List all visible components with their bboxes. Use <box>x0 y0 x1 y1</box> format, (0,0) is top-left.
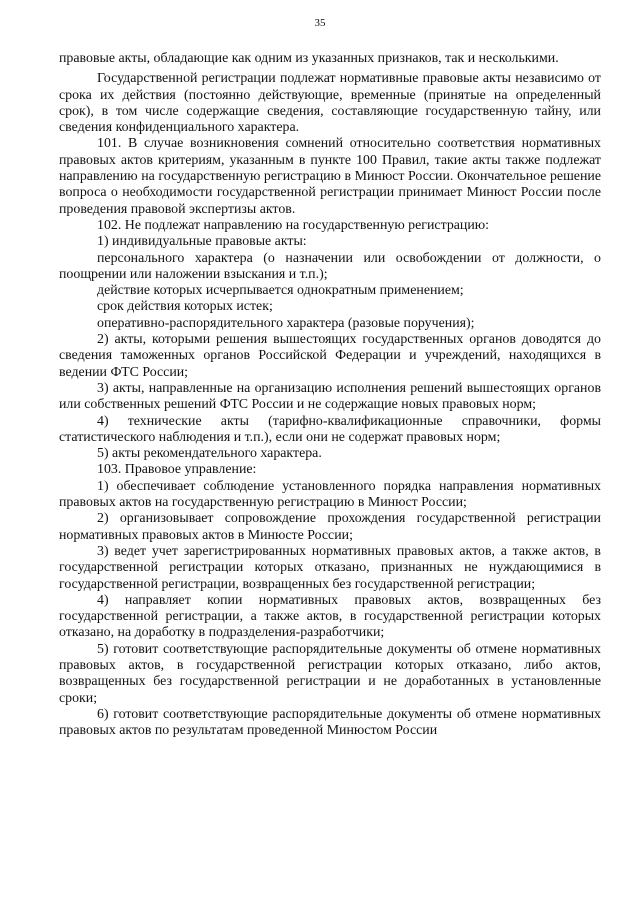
paragraph: 2) акты, которыми решения вышестоящих государственных органов доводятся до сведения таможенных органов Российской Федерации и учреждений, находящихся в ведении ФТС России; <box>59 332 601 380</box>
page-number: 35 <box>314 17 326 29</box>
paragraph: 5) акты рекомендательного характера. <box>97 446 322 462</box>
paragraph: 103. Правовое управление: <box>97 462 257 478</box>
paragraph: срок действия которых истек; <box>97 299 273 315</box>
paragraph: 5) готовит соответствующие распорядительные документы об отмене нормативных правовых актов, в государственной регистрации которых отказано, либо актов, возвращенных без государственной регистрации и не доработанных в установленные сроки; <box>59 641 601 706</box>
paragraph: 6) готовит соответствующие распорядительные документы об отмене нормативных правовых актов по результатам проведенной Минюстом России <box>59 706 601 739</box>
paragraph: 1) обеспечивает соблюдение установленного порядка направления нормативных правовых актов на государственную регистрацию в Минюст России; <box>59 478 601 511</box>
paragraph: 2) организовывает сопровождение прохождения государственной регистрации нормативных правовых актов в Минюсте России; <box>59 511 601 543</box>
paragraph: действие которых исчерпывается однократным применением; <box>97 283 464 299</box>
paragraph: правовые акты, обладающие как одним из указанных признаков, так и несколькими. <box>59 51 559 66</box>
paragraph: 3) ведет учет зарегистрированных нормативных правовых актов, а также актов, в государственной регистрации которых отказано, признанных не нуждающимися в государственной регистрации, возвращенных без государственной регистрации; <box>59 543 601 592</box>
paragraph: 4) технические акты (тарифно-квалификационные справочники, формы статистического наблюдения и т.п.), если они не содержат правовых норм; <box>59 413 601 445</box>
paragraph: Государственной регистрации подлежат нормативные правовые акты независимо от срока их действия (постоянно действующие, временные (принятые на определенный срок), в том числе содержащие сведения, составляющие государственную тайну, или сведения конфиденциального характера. <box>59 71 601 136</box>
document-body <box>59 51 601 739</box>
paragraph: 101. В случае возникновения сомнений относительно соответствия нормативных правовых актов критериям, указанным в пункте 100 Правил, такие акты также подлежат направлению на государственную регистрацию в Минюст России. Окончательное решение вопроса о необходимости государственной регистрации принимает Минюст России после проведения правовой экспертизы актов. <box>59 136 601 217</box>
paragraph: персонального характера (о назначении или освобождении от должности, о поощрении или наложении взыскания и т.п.); <box>59 250 601 282</box>
paragraph: 102. Не подлежат направлению на государственную регистрацию: <box>97 217 490 233</box>
paragraph: оперативно-распорядительного характера (разовые поручения); <box>97 315 475 331</box>
paragraph: 4) направляет копии нормативных правовых актов, возвращенных без государственной регистрации, а также актов, в государственной регистрации которых отказано, на доработку в подразделения-разработчики; <box>59 592 601 641</box>
paragraph: 3) акты, направленные на организацию исполнения решений вышестоящих органов или собственных решений ФТС России и не содержащие новых правовых норм; <box>59 380 601 413</box>
paragraph: 1) индивидуальные правовые акты: <box>97 234 307 250</box>
